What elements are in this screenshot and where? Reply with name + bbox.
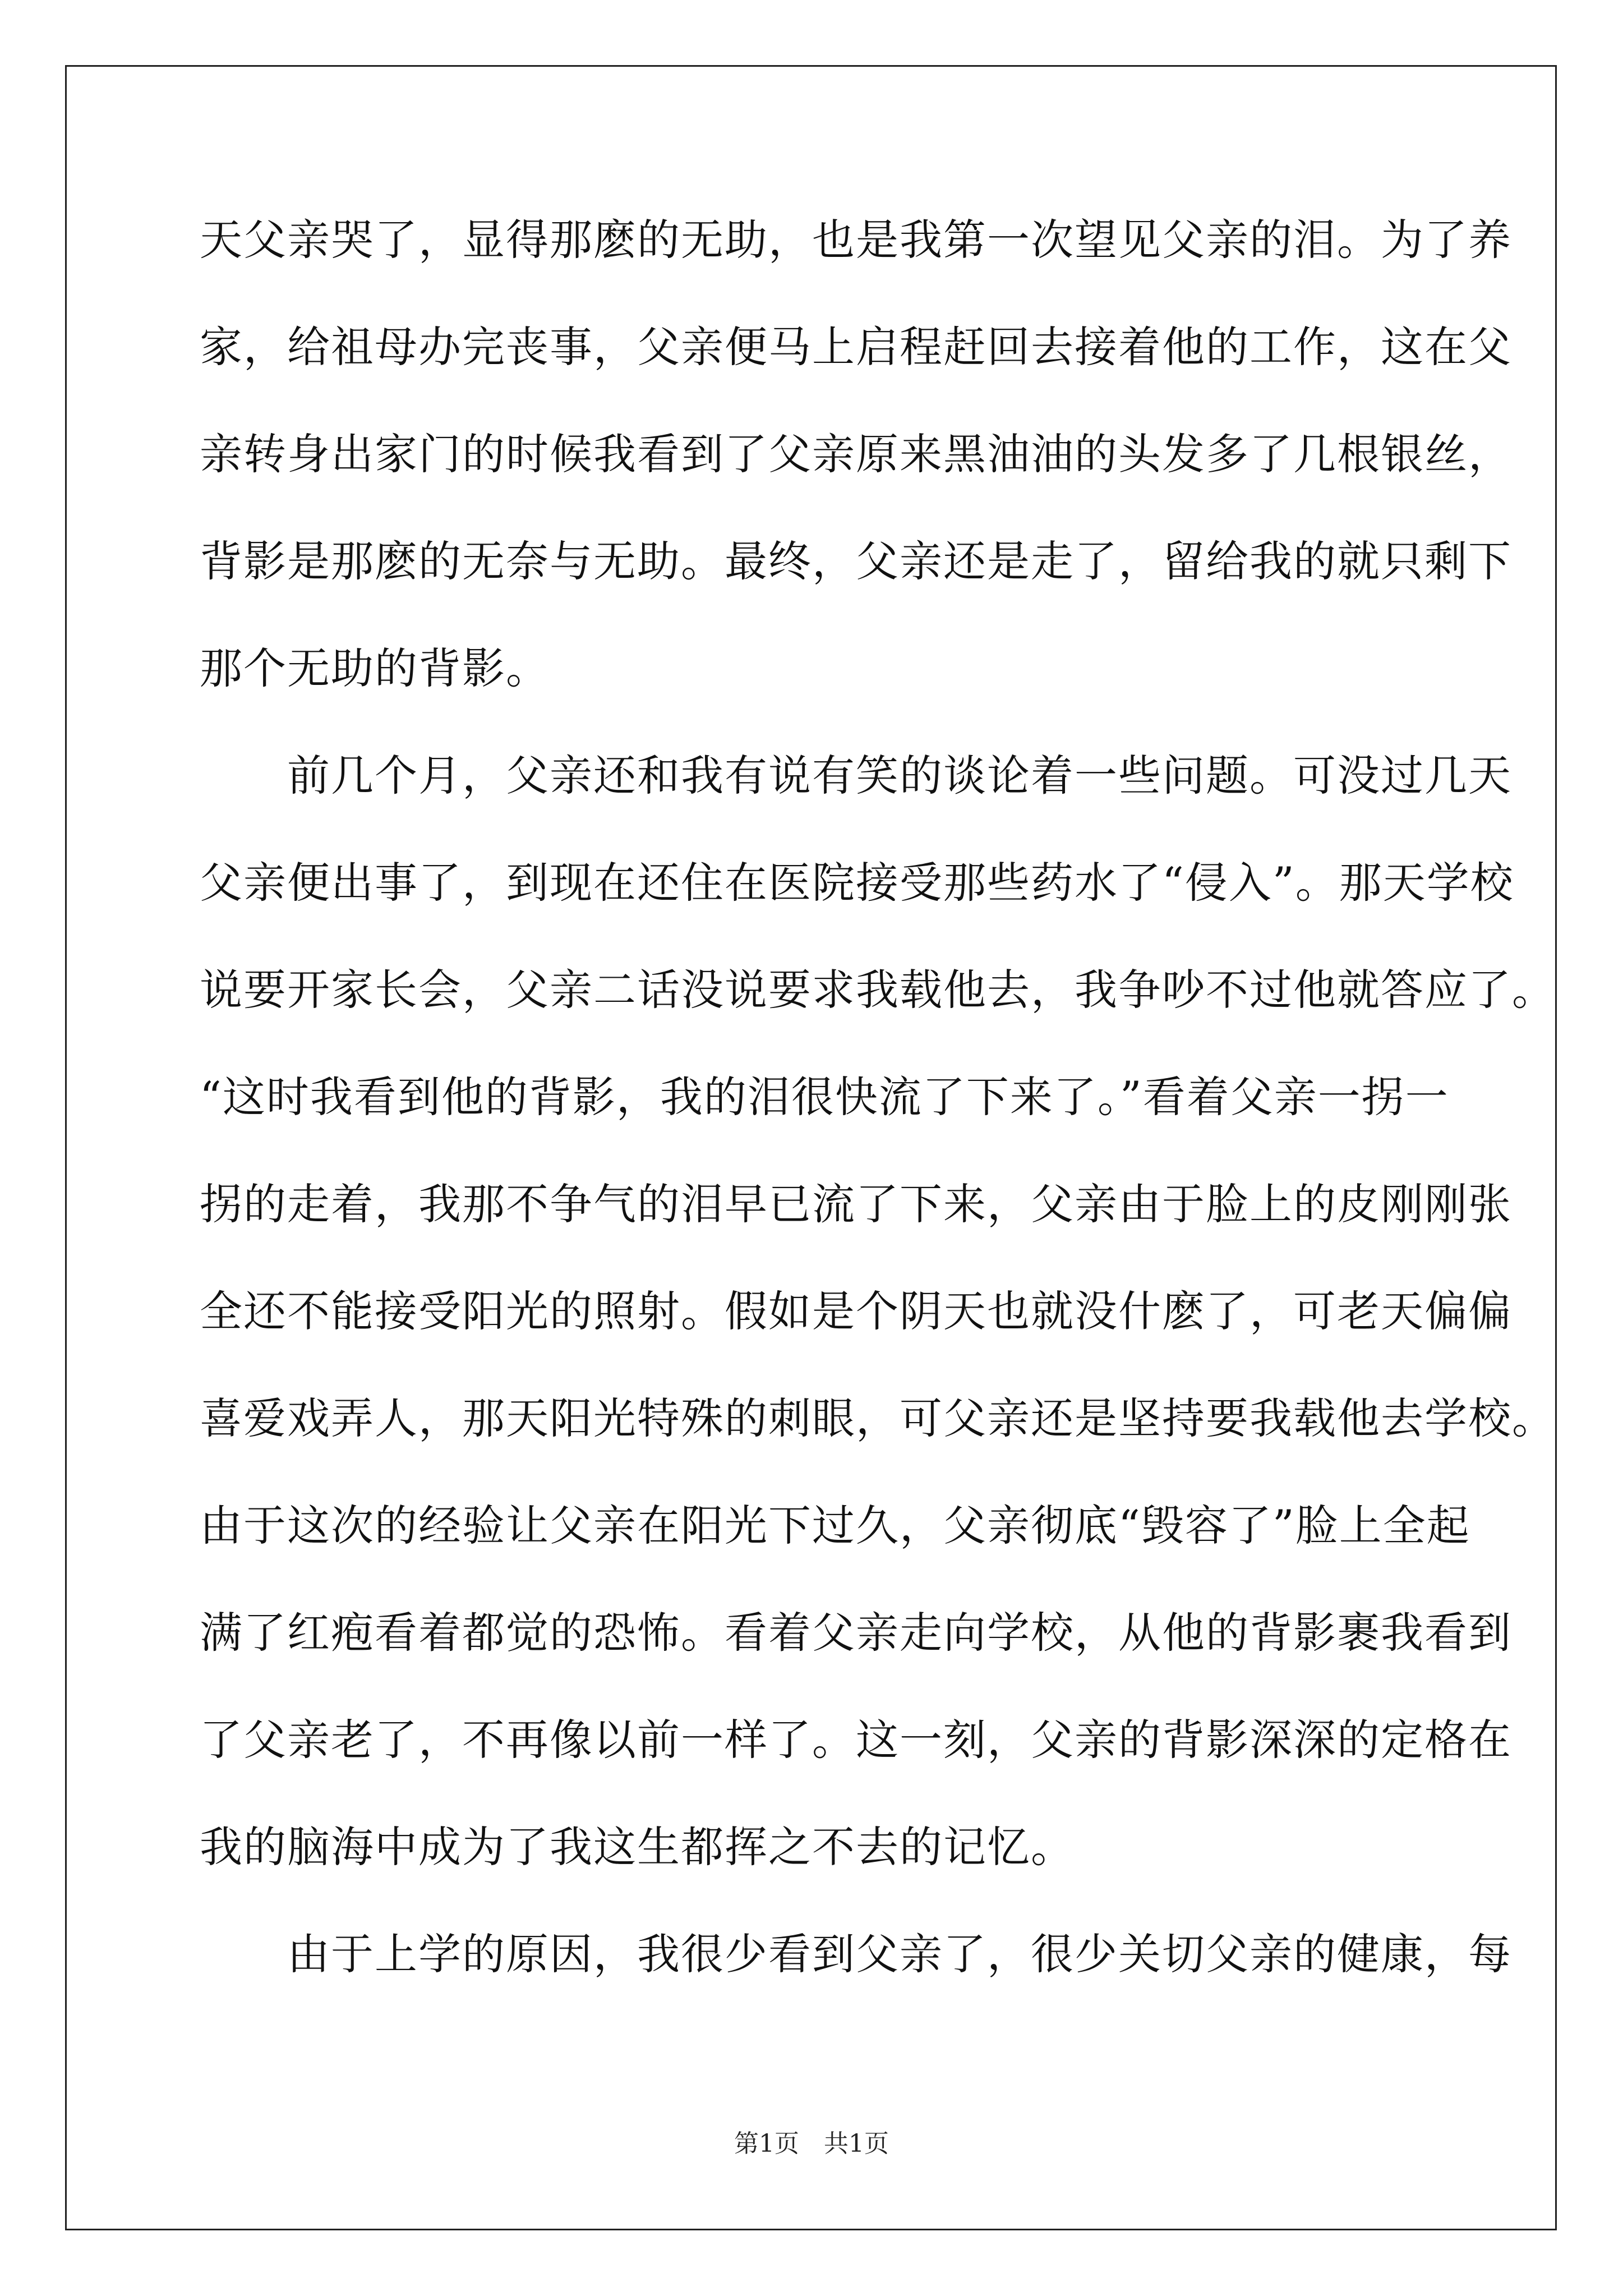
text-line: 由于上学的原因，我很少看到父亲了，很少关切父亲的健康，每 <box>200 1929 1512 1979</box>
text-line: 我的脑海中成为了我这生都挥之不去的记忆。 <box>200 1822 1075 1872</box>
text-line: 前几个月，父亲还和我有说有笑的谈论着一些问题。可没过几天 <box>200 751 1512 800</box>
text-line: 天父亲哭了，显得那麽的无助，也是我第一次望见父亲的泪。为了养 <box>200 215 1512 265</box>
text-line: 拐的走着，我那不争气的泪早已流了下来，父亲由于脸上的皮刚刚张 <box>200 1179 1512 1229</box>
text-line: 了父亲老了，不再像以前一样了。这一刻，父亲的背影深深的定格在 <box>200 1715 1512 1765</box>
text-line: 全还不能接受阳光的照射。假如是个阴天也就没什麽了，可老天偏偏 <box>200 1286 1512 1336</box>
body-text <box>200 215 1556 2040</box>
text-line: 由于这次的经验让父亲在阳光下过久，父亲彻底“毁容了”脸上全起 <box>200 1501 1470 1550</box>
text-line: 说要开家长会，父亲二话没说要求我载他去，我争吵不过他就答应了。 <box>200 965 1556 1015</box>
text-line: 家，给祖母办完丧事，父亲便马上启程赶回去接着他的工作，这在父 <box>200 322 1512 372</box>
text-line: 满了红疱看着都觉的恐怖。看着父亲走向学校，从他的背影裹我看到 <box>200 1608 1512 1658</box>
text-line: “这时我看到他的背影，我的泪很快流了下来了。”看着父亲一拐一 <box>200 1072 1449 1122</box>
page-footer: 第1页 共1页 <box>734 2129 889 2158</box>
text-line: 亲转身出家门的时候我看到了父亲原来黑油油的头发多了几根银丝， <box>200 429 1512 479</box>
text-line: 父亲便出事了，到现在还住在医院接受那些药水了“侵入”。那天学校 <box>200 858 1514 908</box>
text-line: 那个无助的背影。 <box>200 643 550 693</box>
text-line: 背影是那麽的无奈与无助。最终，父亲还是走了，留给我的就只剩下 <box>200 536 1512 586</box>
text-line: 喜爱戏弄人，那天阳光特殊的刺眼，可父亲还是坚持要我载他去学校。 <box>200 1393 1556 1443</box>
